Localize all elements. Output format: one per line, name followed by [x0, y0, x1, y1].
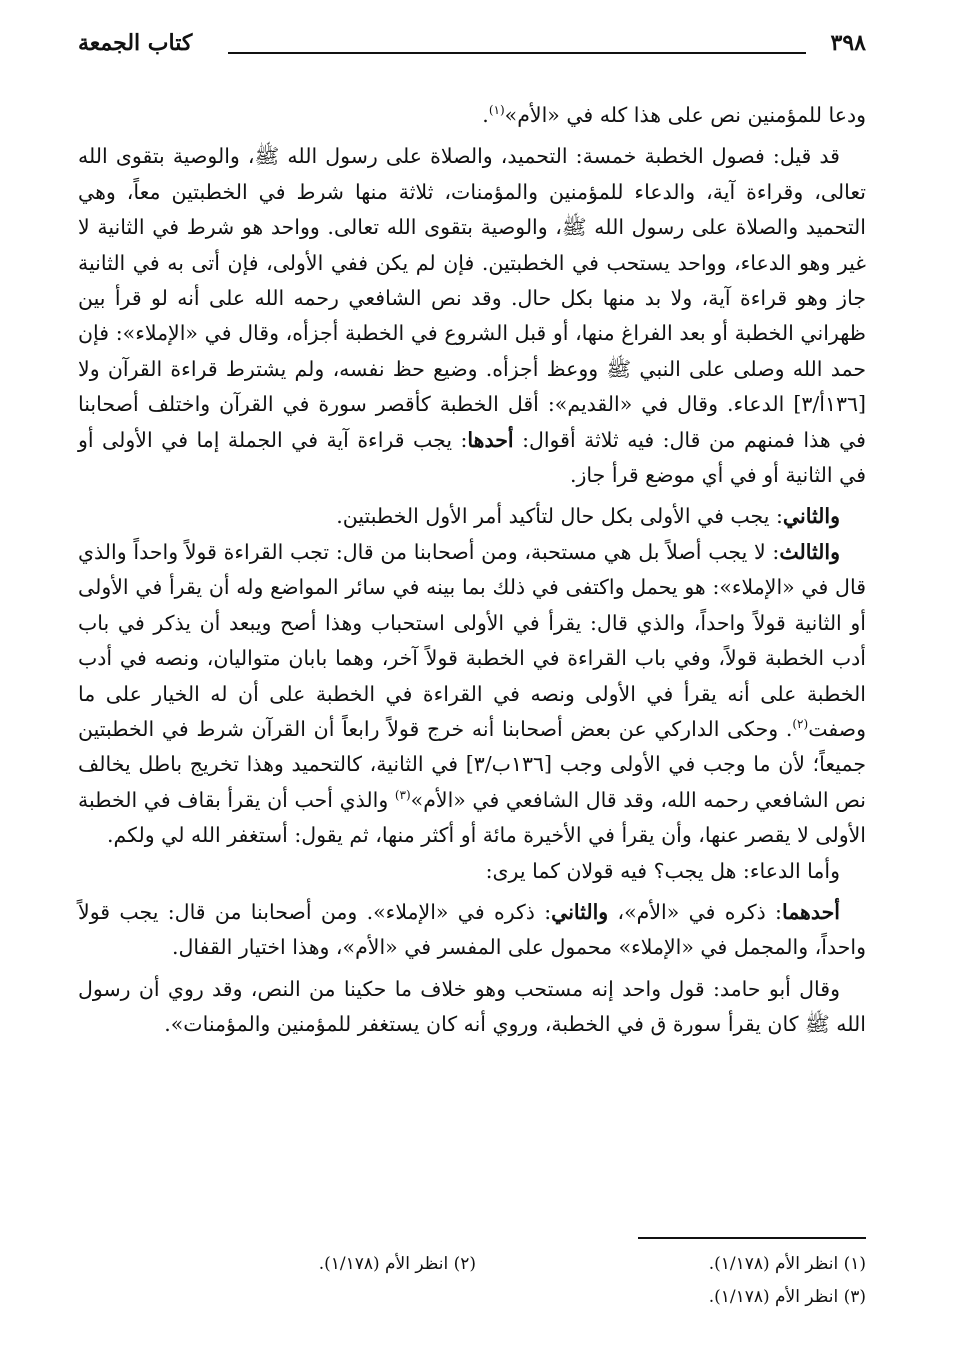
footnote-ref: (٢): [792, 717, 809, 732]
footnote-row: [78, 1248, 866, 1281]
keyword: والثاني: [782, 504, 840, 529]
book-page: [78, 30, 867, 1307]
header-rule: [228, 52, 806, 54]
running-header: [78, 30, 866, 62]
paragraph: والثالث: لا يجب أصلاً بل هي مستحبة، ومن أصحابنا من قال: تجب القراءة قولاً واحداً والذي قال في «الإملاء»: هو يحمل واكتفى في ذلك بما بينه في سائر المواضع وله أن يقرأ في الأولى أو الثانية قولاً واحداً، والذي قال: يقرأ في الأولى استحباب وهذا أصح ويبعد أن يذكر في باب أدب الخطبة قولاً، وفي باب القراءة في الخطبة قولاً آخر، وهما بابان متواليان، ونصه في أدب الخطبة على أنه يقرأ في الأولى ونصه في القراءة في الخطبة على أن له الخيار على ما وصفت$^{(٢)}$. وحكى الداركي عن بعض أصحابنا أنه خرج قولاً رابعاً أن القرآن شرط في الخطبتين جميعاً؛ لأن ما وجب في الأولى وجب [١٣٦ب/٣] في الثانية، كالتحميد وهذا تخريج باطل يخالف نص الشافعي رحمه الله، وقد قال الشافعي في «الأم»$^{(٣)}$ والذي أحب أن يقرأ بقاف في الخطبة الأولى لا يقصر عنها، وأن يقرأ في الأخيرة مائة أو أكثر منها، ثم يقول: أستغفر الله لي ولكم.: [78, 539, 867, 848]
footnote-ref: (١): [488, 103, 505, 118]
chapter-title: كتاب الجمعة: [78, 30, 193, 56]
paragraph: قد قيل: فصول الخطبة خمسة: التحميد، والصلاة على رسول الله ﷺ، والوصية بتقوى الله تعالى، وقراءة آية، والدعاء للمؤمنين والمؤمنات، ثلاثة منها شرط في الخطبتين معاً، وهي التحميد والصلاة على رسول الله ﷺ، والوصية بتقوى الله تعالى. وواحد هو شرط في الثانية لا غير وهو الدعاء، وواحد يستحب في الخطبتين. فإن لم يكن ففي الأولى، فإن أتى به في الثانية جاز وهو قراءة آية، ولا بد منها بكل حال. وقد نص الشافعي رحمه الله على أنه لو قرأ بين ظهراني الخطبة أو بعد الفراغ منها، أو قبل الشروع في الخطبة أجزأه، وقال في «الإملاء»: فإن حمد الله وصلى على النبي ﷺ ووعظ أجزأه. وضيع حظ نفسه، ولم يشترط قراءة القرآن ولا [١٣٦أ/٣] الدعاء. وقال في «القديم»: أقل الخطبة كأقصر سورة في القرآن واختلف أصحابنا في هذا فمنهم من قال: فيه ثلاثة أقوال: أحدها: يجب قراءة آية في الجملة إما في الأولى أو في الثانية أو في أي موضع قرأ جاز.: [78, 144, 866, 488]
footnotes: [78, 1248, 866, 1314]
paragraph: وأما الدعاء: هل يجب؟ فيه قولان كما يرى:: [485, 858, 840, 883]
keyword: أحدهما: [781, 899, 840, 924]
paragraph: ودعا للمؤمنين نص على هذا كله في «الأم»$^{(١)}$.: [482, 103, 866, 127]
footnote: (٣) انظر الأم (١/١٧٨).: [708, 1287, 866, 1307]
footnote-row: [78, 1281, 866, 1314]
paragraph: أحدهما: ذكره في «الأم»، والثاني: ذكره في «الإملاء». ومن أصحابنا من قال: يجب قولاً واحداً، والمجمل في «الإملاء» محمول على المفسر في «الأم»، وهذا اختيار القفال.: [78, 899, 866, 960]
paragraph: وقال أبو حامد: قول واحد إنه مستحب وهو خلاف ما حكينا من النص، وقد روي أن رسول الله ﷺ كان يقرأ سورة ق في الخطبة، وروي أنه كان يستغفر للمؤمنين والمؤمنات».: [78, 976, 866, 1037]
keyword: والثالث: [779, 539, 840, 564]
footnote-rule: [638, 1237, 866, 1239]
footnote-ref: (٣): [394, 787, 411, 802]
page-number: ٣٩٨: [830, 30, 866, 56]
footnote: (٢) انظر الأم (١/١٧٨).: [318, 1254, 476, 1274]
body-text: [78, 98, 866, 1043]
keyword: والثاني: [551, 899, 609, 924]
keyword: أحدها: [467, 427, 514, 452]
paragraph: والثاني: يجب في الأولى بكل حال لتأكيد أمر الأول الخطبتين.: [336, 504, 840, 529]
footnote: (١) انظر الأم (١/١٧٨).: [708, 1254, 866, 1274]
